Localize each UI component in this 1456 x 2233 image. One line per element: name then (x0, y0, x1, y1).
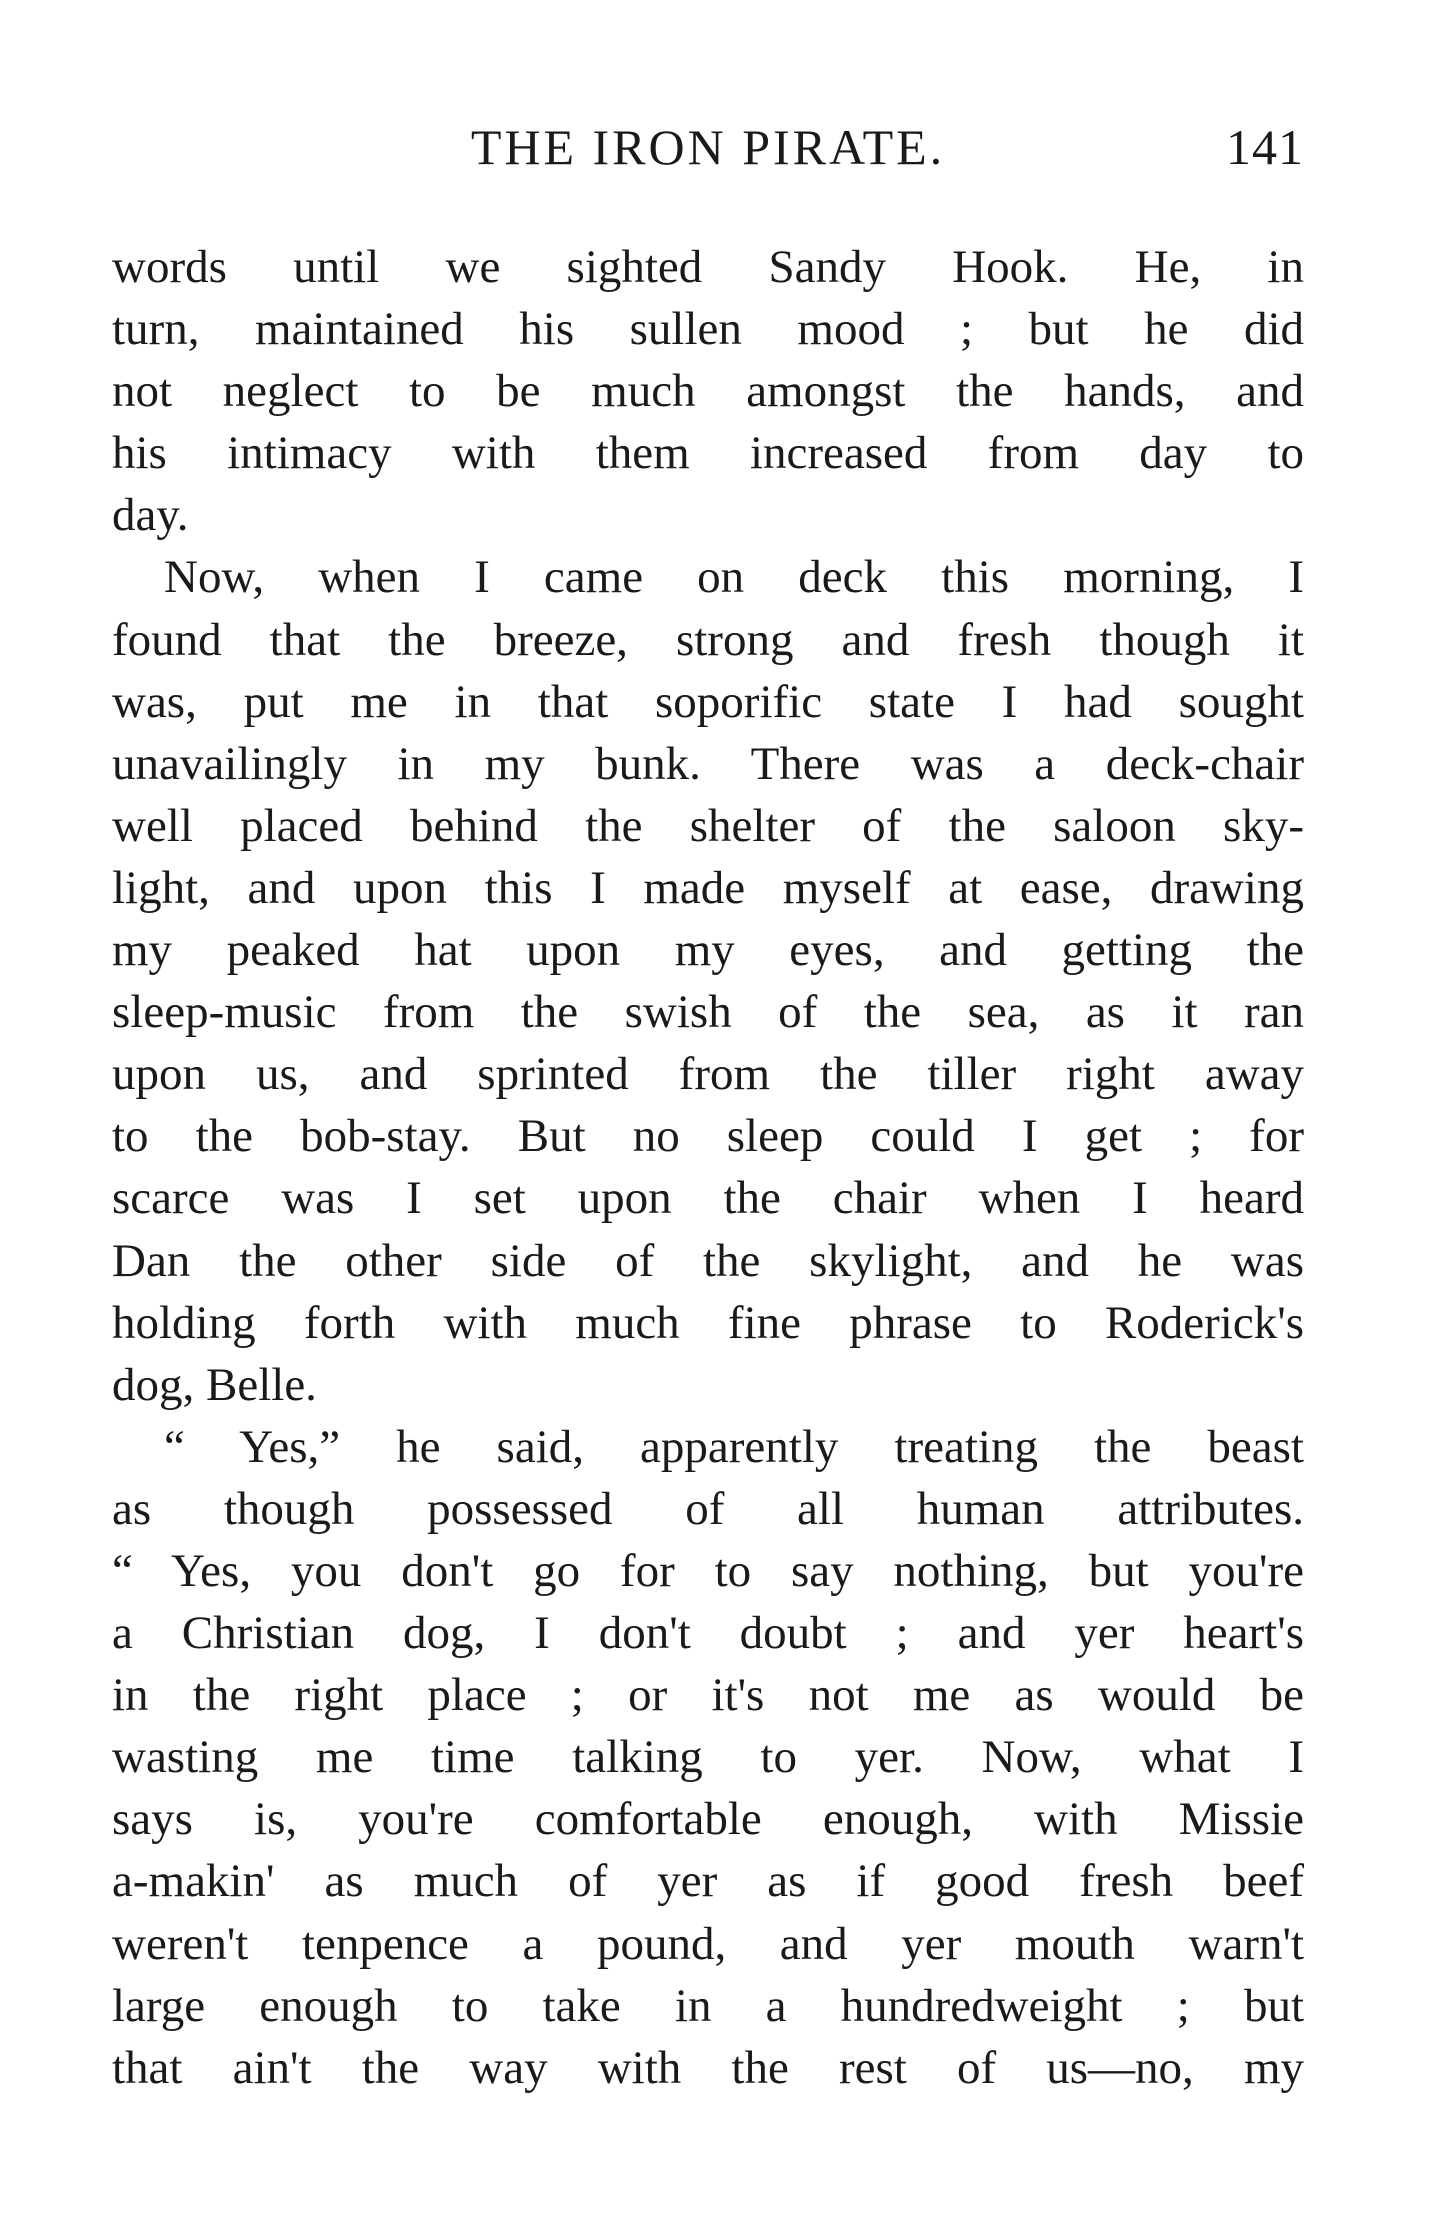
text-line: unavailingly in my bunk. There was a deck-chair (112, 737, 1304, 790)
text-line: “ Yes, you don't go for to say nothing, but you're (112, 1544, 1304, 1597)
running-head (112, 116, 1304, 178)
text-line: large enough to take in a hundredweight ; but (112, 1979, 1304, 2032)
text-line: sleep-music from the swish of the sea, as it ran (112, 986, 1304, 1039)
text-line: upon us, and sprinted from the tiller right away (112, 1048, 1304, 1101)
text-line: holding forth with much fine phrase to Roderick's (112, 1296, 1304, 1349)
text-line: a-makin' as much of yer as if good fresh beef (112, 1855, 1304, 1908)
text-line: not neglect to be much amongst the hands, and (112, 365, 1304, 418)
text-line: wasting me time talking to yer. Now, what I (112, 1731, 1304, 1784)
text-line: weren't tenpence a pound, and yer mouth warn't (112, 1917, 1304, 1970)
paragraph-start-line: “ Yes,” he said, apparently treating the beast (164, 1420, 1304, 1473)
text-line: in the right place ; or it's not me as would be (112, 1669, 1304, 1722)
text-line: found that the breeze, strong and fresh though it (112, 613, 1304, 666)
text-line: dog, Belle. (112, 1358, 317, 1411)
text-line: was, put me in that soporific state I had sought (112, 675, 1304, 728)
body-text (112, 236, 1304, 2099)
text-line: words until we sighted Sandy Hook. He, in (112, 241, 1304, 293)
text-line: his intimacy with them increased from day to (112, 427, 1304, 480)
text-line: light, and upon this I made myself at ease, drawing (112, 861, 1304, 914)
text-line: says is, you're comfortable enough, with Missie (112, 1793, 1304, 1846)
text-line: well placed behind the shelter of the saloon sky- (112, 799, 1304, 852)
text-line: turn, maintained his sullen mood ; but he did (112, 303, 1304, 356)
text-line: that ain't the way with the rest of us—no, my (112, 2041, 1304, 2094)
running-title: THE IRON PIRATE. (470, 119, 946, 175)
text-line: scarce was I set upon the chair when I heard (112, 1172, 1304, 1225)
paragraph-start-line: Now, when I came on deck this morning, I (164, 551, 1304, 604)
text-line: to the bob-stay. But no sleep could I get ; for (112, 1110, 1304, 1163)
text-line: a Christian dog, I don't doubt ; and yer heart's (112, 1607, 1304, 1660)
text-line: Dan the other side of the skylight, and he was (112, 1234, 1304, 1287)
page-number: 141 (1226, 119, 1304, 175)
text-line: as though possessed of all human attributes. (112, 1482, 1304, 1535)
text-line: day. (112, 489, 189, 542)
text-line: my peaked hat upon my eyes, and getting the (112, 924, 1304, 977)
